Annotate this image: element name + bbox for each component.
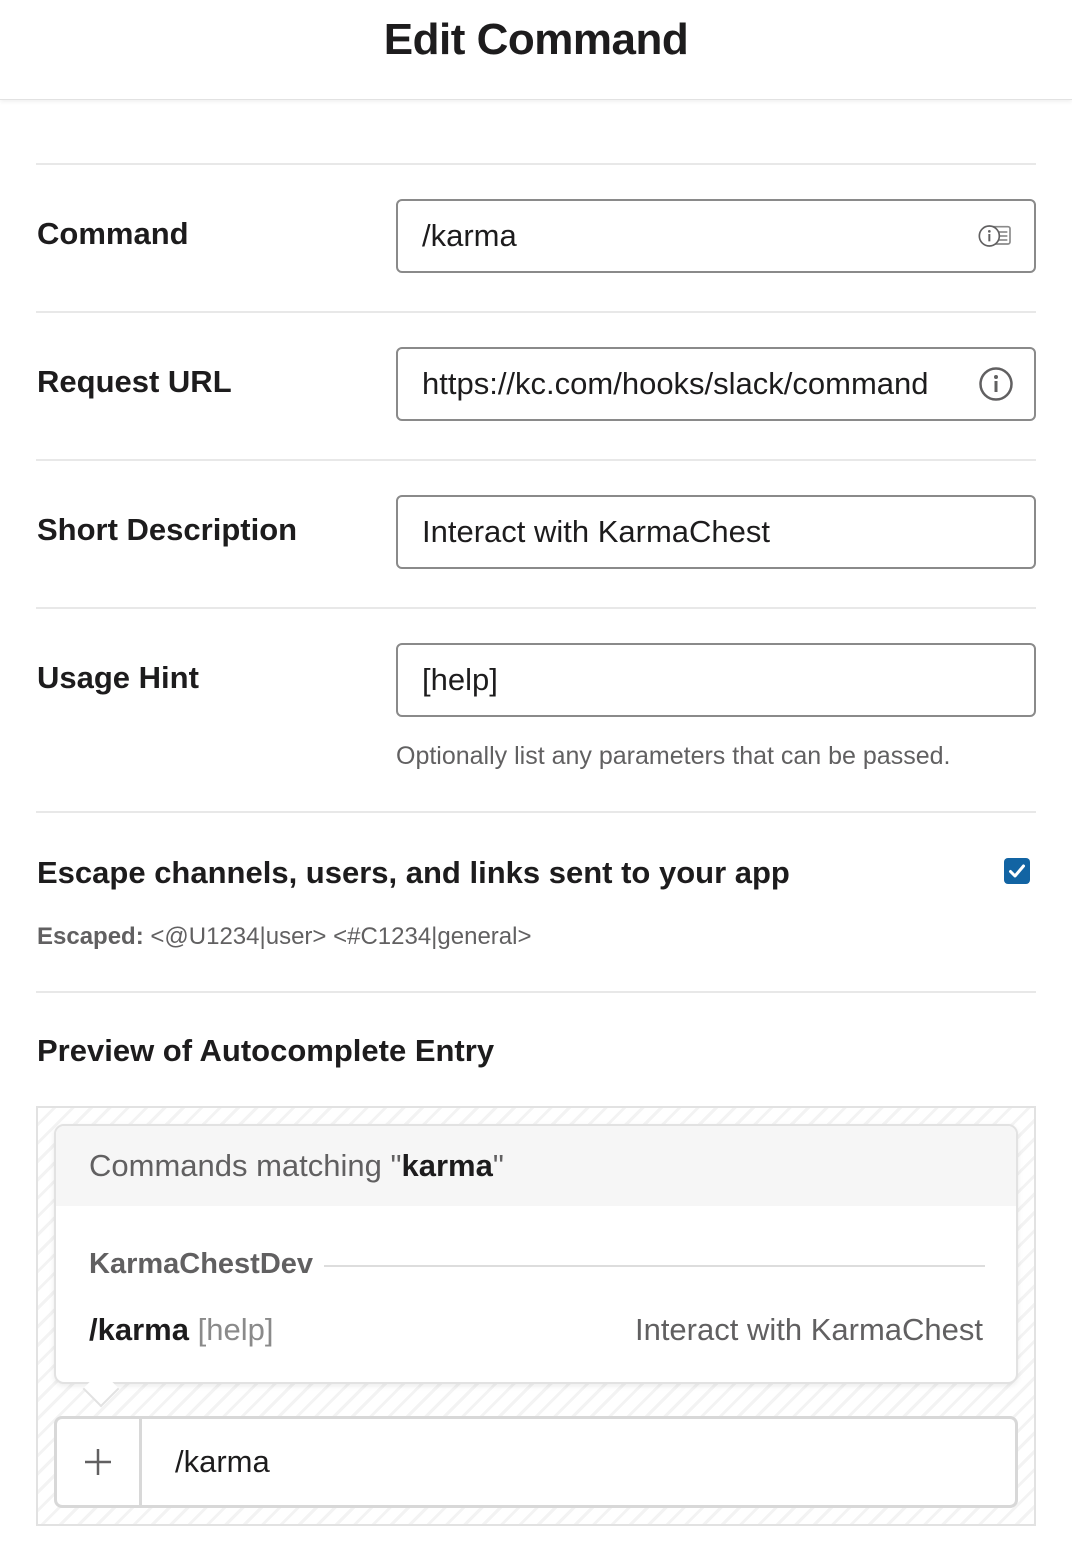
page-header <box>0 0 1072 100</box>
matching-term: karma <box>401 1148 493 1183</box>
composer-input[interactable]: /karma <box>175 1444 270 1479</box>
info-icon[interactable] <box>978 366 1014 402</box>
divider <box>36 459 1036 461</box>
divider <box>36 607 1036 609</box>
autocomplete-usage: [help] <box>197 1312 274 1347</box>
matching-suffix: " <box>492 1148 504 1183</box>
command-label: Command <box>37 216 189 251</box>
preview-title: Preview of Autocomplete Entry <box>37 1033 495 1068</box>
divider <box>36 311 1036 313</box>
usage-hint-label: Usage Hint <box>37 660 199 695</box>
request-url-label: Request URL <box>37 364 232 399</box>
autocomplete-command: /karma <box>89 1312 189 1347</box>
short-description-label: Short Description <box>37 512 298 547</box>
autocomplete-entry[interactable] <box>89 1312 273 1348</box>
check-icon <box>1007 861 1027 881</box>
matching-prefix: Commands matching " <box>89 1148 402 1183</box>
request-url-input[interactable] <box>396 347 1036 421</box>
escaped-example <box>37 923 532 951</box>
divider <box>324 1265 985 1267</box>
short-description-input[interactable] <box>396 495 1036 569</box>
escaped-label: Escaped: <box>37 923 144 950</box>
plus-icon[interactable] <box>57 1419 142 1505</box>
autocomplete-app-name: KarmaChestDev <box>89 1248 314 1280</box>
usage-hint-input[interactable] <box>396 643 1036 717</box>
usage-hint-help-text: Optionally list any parameters that can be passed. <box>396 742 951 770</box>
escaped-example-value: <@U1234|user> <#C1234|general> <box>150 923 532 950</box>
page-title: Edit Command <box>383 14 689 64</box>
message-composer <box>54 1416 1018 1508</box>
divider <box>36 991 1036 993</box>
command-value: /karma <box>422 218 517 253</box>
autocomplete-popup <box>54 1124 1018 1384</box>
divider <box>36 163 1036 165</box>
short-description-value: Interact with KarmaChest <box>422 514 771 549</box>
autocomplete-description: Interact with KarmaChest <box>634 1312 983 1347</box>
command-input[interactable] <box>396 199 1036 273</box>
request-url-value: https://kc.com/hooks/slack/command <box>422 366 929 401</box>
escape-checkbox[interactable] <box>1004 858 1030 884</box>
usage-hint-value: [help] <box>422 662 498 697</box>
divider <box>36 811 1036 813</box>
autocomplete-header <box>56 1126 1016 1206</box>
info-contact-card-icon[interactable] <box>978 218 1014 254</box>
escape-label: Escape channels, users, and links sent to your app <box>37 855 790 890</box>
